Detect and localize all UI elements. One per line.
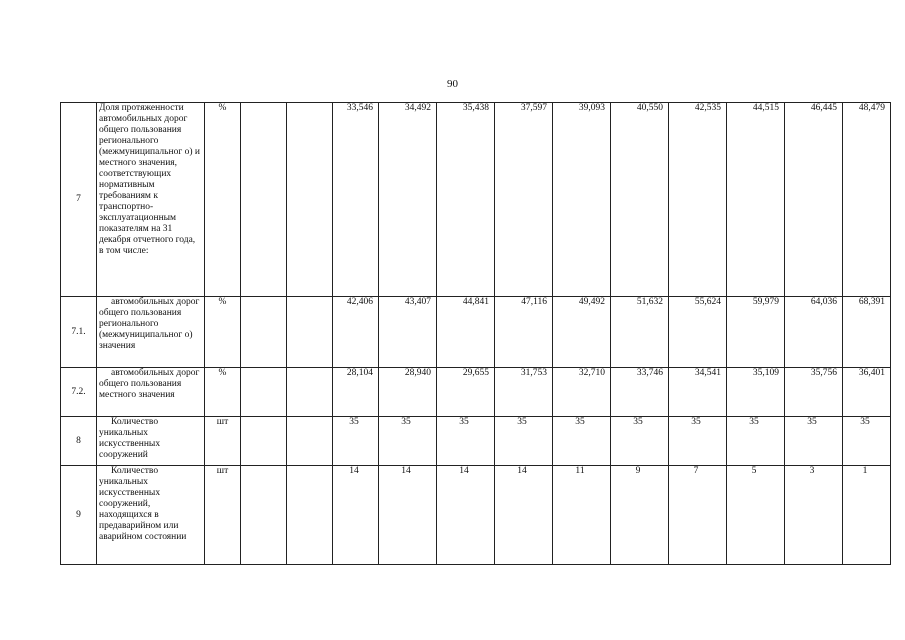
value-cell: 34,492: [379, 103, 437, 297]
value-cell: 35,756: [785, 368, 843, 417]
value-cell: 44,515: [727, 103, 785, 297]
value-cell: 28,104: [333, 368, 379, 417]
value-cell: 35: [495, 417, 553, 466]
table-row: [61, 297, 891, 368]
row-description: Количество уникальных искусственных сооружений, находящихся в предаварийном или аварийном состоянии: [97, 466, 205, 565]
row-description: автомобильных дорог общего пользования местного значения: [97, 368, 205, 417]
row-description: Доля протяженности автомобильных дорог общего пользования регионального (межмуниципальног о) и местного значения, соответствующих нормативным требованиям к транспортно-эксплуатационным показателям на 31 декабря отчетного года, в том числе:: [97, 103, 205, 297]
table-row: [61, 466, 891, 565]
row-number: 7: [61, 103, 97, 297]
row-description: автомобильных дорог общего пользования регионального (межмуниципальног о) значения: [97, 297, 205, 368]
empty-cell: [241, 103, 287, 297]
value-cell: 28,940: [379, 368, 437, 417]
value-cell: 39,093: [553, 103, 611, 297]
row-unit: шт: [205, 417, 241, 466]
value-cell: 42,535: [669, 103, 727, 297]
value-cell: 14: [333, 466, 379, 565]
value-cell: 35: [785, 417, 843, 466]
empty-cell: [287, 417, 333, 466]
value-cell: 1: [843, 466, 891, 565]
value-cell: 44,841: [437, 297, 495, 368]
value-cell: 3: [785, 466, 843, 565]
value-cell: 55,624: [669, 297, 727, 368]
value-cell: 33,546: [333, 103, 379, 297]
value-cell: 14: [495, 466, 553, 565]
empty-cell: [241, 368, 287, 417]
empty-cell: [287, 368, 333, 417]
value-cell: 14: [379, 466, 437, 565]
value-cell: 35,438: [437, 103, 495, 297]
row-number: 7.1.: [61, 297, 97, 368]
value-cell: 37,597: [495, 103, 553, 297]
empty-cell: [241, 417, 287, 466]
table-row: [61, 417, 891, 466]
empty-cell: [287, 103, 333, 297]
row-unit: %: [205, 368, 241, 417]
value-cell: 11: [553, 466, 611, 565]
row-unit: %: [205, 103, 241, 297]
row-number: 8: [61, 417, 97, 466]
value-cell: 34,541: [669, 368, 727, 417]
value-cell: 35: [379, 417, 437, 466]
value-cell: 43,407: [379, 297, 437, 368]
empty-cell: [241, 297, 287, 368]
table-row: [61, 368, 891, 417]
value-cell: 35: [437, 417, 495, 466]
page-number: 90: [447, 78, 458, 90]
value-cell: 32,710: [553, 368, 611, 417]
value-cell: 46,445: [785, 103, 843, 297]
value-cell: 51,632: [611, 297, 669, 368]
value-cell: 35: [611, 417, 669, 466]
indicators-table: [60, 102, 891, 565]
value-cell: 40,550: [611, 103, 669, 297]
row-description: Количество уникальных искусственных сооружений: [97, 417, 205, 466]
value-cell: 35,109: [727, 368, 785, 417]
value-cell: 35: [727, 417, 785, 466]
value-cell: 68,391: [843, 297, 891, 368]
empty-cell: [287, 297, 333, 368]
empty-cell: [287, 466, 333, 565]
value-cell: 35: [843, 417, 891, 466]
value-cell: 35: [333, 417, 379, 466]
value-cell: 5: [727, 466, 785, 565]
value-cell: 29,655: [437, 368, 495, 417]
table-row: [61, 103, 891, 297]
value-cell: 35: [669, 417, 727, 466]
row-number: 9: [61, 466, 97, 565]
empty-cell: [241, 466, 287, 565]
value-cell: 49,492: [553, 297, 611, 368]
value-cell: 9: [611, 466, 669, 565]
row-number: 7.2.: [61, 368, 97, 417]
value-cell: 59,979: [727, 297, 785, 368]
value-cell: 14: [437, 466, 495, 565]
value-cell: 7: [669, 466, 727, 565]
row-unit: %: [205, 297, 241, 368]
value-cell: 47,116: [495, 297, 553, 368]
value-cell: 48,479: [843, 103, 891, 297]
value-cell: 42,406: [333, 297, 379, 368]
value-cell: 31,753: [495, 368, 553, 417]
row-unit: шт: [205, 466, 241, 565]
value-cell: 35: [553, 417, 611, 466]
value-cell: 36,401: [843, 368, 891, 417]
value-cell: 33,746: [611, 368, 669, 417]
value-cell: 64,036: [785, 297, 843, 368]
